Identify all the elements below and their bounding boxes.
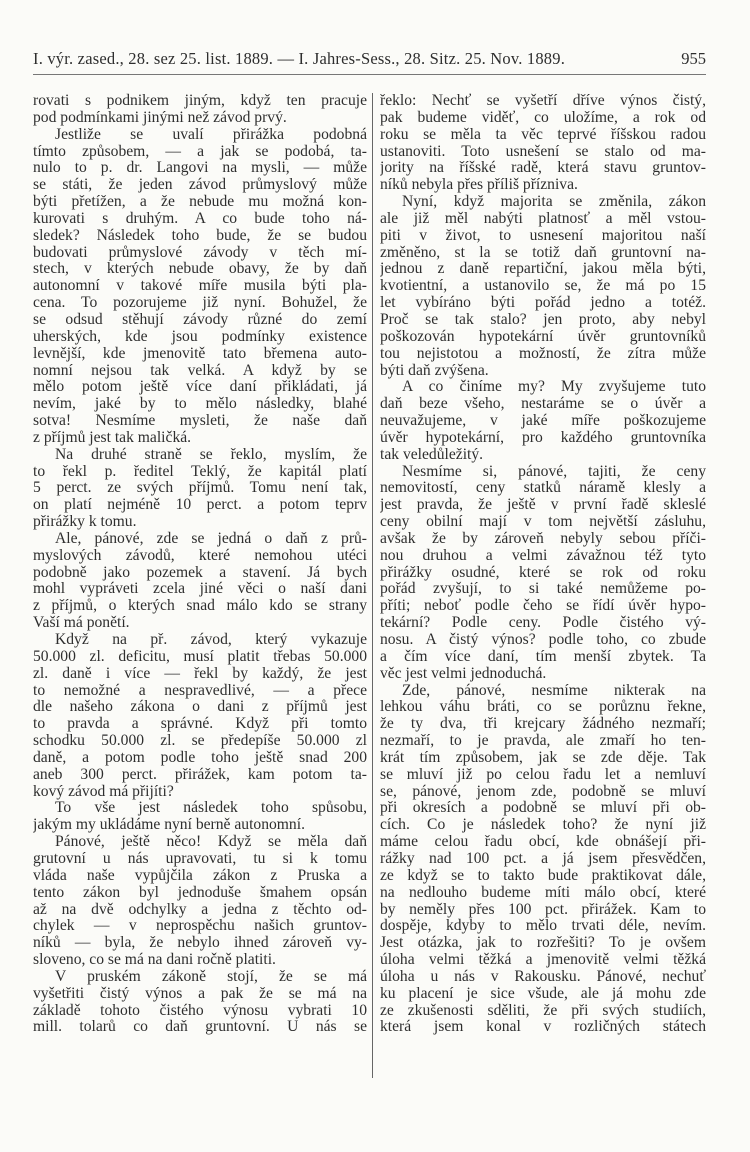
text-line: z příjmů, o kterých snad málo kdo se strany xyxy=(33,598,367,615)
text-line: avšak že by zároveň nebyly sebou příči- xyxy=(380,530,706,547)
text-line: nezmaří, to je pravda, ale zmaří ho ten- xyxy=(380,733,706,750)
text-line: níků — byla, že nebylo ihned zároveň vy- xyxy=(33,935,367,952)
text-line: nulo to p. dr. Langovi na mysli, — může xyxy=(33,160,367,177)
text-line: stech, v kterých nebude obavy, že by daň xyxy=(33,261,367,278)
text-line: přirážky osudné, které se rok od roku xyxy=(380,564,706,581)
text-line: roku se měla ta věc teprvé říšskou radou xyxy=(380,126,706,143)
text-line: lehkou váhu bráti, co se porůznu řekne, xyxy=(380,699,706,716)
text-line: Na druhé straně se řeklo, myslím, že xyxy=(55,446,367,463)
paragraph xyxy=(33,93,367,127)
text-line: ze zkušenosti sděliti, že při svých studiích, xyxy=(380,1002,706,1019)
paragraph xyxy=(380,464,706,683)
text-line: mohl vypráveti zcela jiné věci o naší dani xyxy=(33,581,367,598)
text-line: neuvažujeme, v jaké míře poškozujeme xyxy=(380,413,706,430)
text-line: ku placení je sice všude, ale já mohu zde xyxy=(380,985,706,1002)
text-line: Pánové, ještě něco! Když se měla daň xyxy=(55,834,367,851)
text-line: Jestliže se uvalí přirážka podobná xyxy=(55,126,367,143)
text-line: tak veledůležitý. xyxy=(380,446,484,463)
text-line: rážky nad 100 pct. a já jsem přesvědčen, xyxy=(380,850,706,867)
text-line: myslových závodů, které nemohou utéci xyxy=(33,547,367,564)
text-line: let vybíráno býti pořád jedno a totéž. xyxy=(380,295,706,312)
text-line: a čím více daní, tím menší zbytek. Ta xyxy=(380,648,706,665)
paragraph xyxy=(33,834,367,969)
text-line: Jest otázka, jak to rozřešiti? To je ovšem xyxy=(380,935,706,952)
text-line: to pravda a správné. Když při tomto xyxy=(33,716,367,733)
text-line: dle našeho zákona o dani z příjmů jest xyxy=(33,699,367,716)
text-line: zl. daně i více — řekl by každý, že jest xyxy=(33,665,367,682)
paragraph xyxy=(33,531,367,632)
text-line: rovati s podnikem jiným, když ten pracuje xyxy=(33,93,367,109)
text-line: nou druhou a velmi závažnou též tyto xyxy=(380,547,706,564)
page-header xyxy=(33,49,706,75)
text-line: až na dvě odchylky a jedna z těchto od- xyxy=(33,901,367,918)
text-line: by neměly přes 100 pct. přirážek. Kam to xyxy=(380,901,706,918)
text-line: základě tohoto čistého výnosu vybrati 10 xyxy=(33,1002,367,1019)
text-line: úvěr hypotekární, pro každého gruntovníka xyxy=(380,429,706,446)
text-line: tímto způsobem, — a jak se podobá, ta- xyxy=(33,143,367,160)
text-line: se státi, že jeden závod průmyslový může xyxy=(33,177,367,194)
text-line: daně, a potom podle toho ještě snad 200 xyxy=(33,749,367,766)
text-line: autonomní v takové míře musila býti pla- xyxy=(33,278,367,295)
text-line: ceny obilní mají v tom největší zásluhu, xyxy=(380,514,706,531)
text-line: vyšetřiti čistý výnos a pak že se má na xyxy=(33,985,367,1002)
text-line: nemovitostí, ceny statků náramě klesly a xyxy=(380,480,706,497)
text-line: pod podmínkami jinými než závod prvý. xyxy=(33,109,287,126)
text-line: To vše jest následek toho spůsobu, xyxy=(55,800,367,817)
text-line: V pruském zákoně stojí, že se má xyxy=(55,968,367,985)
paragraph xyxy=(380,194,706,379)
text-line: jority na říšské radě, která stavu gruntov- xyxy=(380,160,706,177)
text-line: poškozován hypotekární úvěr gruntovníků xyxy=(380,328,706,345)
text-line: se mluví již po celou řadu let a nemluví xyxy=(380,766,706,783)
text-line: kový závod má přijíti? xyxy=(33,783,174,800)
text-line: cích. Co je následek toho? že nyní již xyxy=(380,817,706,834)
text-line: jednou z daně repartiční, jakou měla býti, xyxy=(380,261,706,278)
text-line: pak budeme viděť, co uložíme, a rok od xyxy=(380,109,706,126)
column-divider xyxy=(372,93,373,1078)
text-line: změněno, st la se totiž daň gruntovní na- xyxy=(380,244,706,261)
text-line: Zde, pánové, nesmíme nikterak na xyxy=(402,682,706,699)
paragraph xyxy=(380,93,706,194)
text-line: příti; neboť podle čeho se řídí úvěr hypo- xyxy=(380,598,706,615)
text-line: věc jest velmi jednoduchá. xyxy=(380,665,547,682)
text-line: Když na př. závod, který vykazuje xyxy=(55,632,367,648)
text-line: kvotientní, a ustanovilo se, že má po 15 xyxy=(380,278,706,295)
text-line: cena. To pozorujeme již nyní. Bohužel, že xyxy=(33,295,367,312)
text-line: při okresích a podobně se mluví při ob- xyxy=(380,800,706,817)
text-line: schodku 50.000 zl. se předepíše 50.000 zl xyxy=(33,733,367,750)
text-line: tekární? Podle ceny. Podle čistého vý- xyxy=(380,615,706,632)
paragraph xyxy=(33,632,367,800)
paragraph xyxy=(33,800,367,834)
text-line: tento zákon byl jednoduše šmahem opsán xyxy=(33,884,367,901)
text-line: krát tím způsobem, jak se zde děje. Tak xyxy=(380,749,706,766)
left-column xyxy=(33,93,367,1036)
text-line: býti daň zvýšena. xyxy=(380,362,489,379)
text-line: grutovní u nás upravovati, tu si k tomu xyxy=(33,850,367,867)
text-line: sloveno, co se má na dani ročně platiti. xyxy=(33,952,276,969)
text-line: dospěje, kdyby to mělo trvati déle, nevím. xyxy=(380,918,706,935)
text-line: se odsud stěhují závody různé do zemí xyxy=(33,311,367,328)
text-line: uherských, kde jsou podmínky existence xyxy=(33,328,367,345)
text-line: níků nebyla přes příliš přízniva. xyxy=(380,177,578,194)
paragraph xyxy=(33,127,367,447)
text-line: sotva! Nesmíme mysleti, že naše daň xyxy=(33,413,367,430)
text-line: 50.000 zl. deficitu, musí platit třebas 50.000 xyxy=(33,648,367,665)
paragraph xyxy=(380,379,706,463)
text-line: ale již měl nabýti platnosť a měl vstou- xyxy=(380,210,706,227)
running-title: I. výr. zased., 28. sez 25. list. 1889. — I. Jahres-Sess., 28. Sitz. 25. Nov. 1889. xyxy=(33,49,566,68)
text-line: Proč se tak stalo? jen proto, aby nebyl xyxy=(380,311,706,328)
paragraph xyxy=(33,447,367,531)
text-line: řeklo: Nechť se vyšetří dříve výnos čistý, xyxy=(380,93,706,109)
text-line: to nemožné a nespravedlivé, — a přece xyxy=(33,682,367,699)
text-line: levnější, kde jmenovitě tato břemena auto- xyxy=(33,345,367,362)
text-line: to řekl p. ředitel Teklý, že kapitál platí xyxy=(33,463,367,480)
paragraph xyxy=(33,969,367,1036)
text-line: z příjmů jest tak maličká. xyxy=(33,429,192,446)
text-line: máme celou řadu obcí, kde obnášejí při- xyxy=(380,834,706,851)
text-line: která jsem konal v rozličných státech xyxy=(380,1019,706,1036)
text-line: jest pravda, že ještě v první řadě skleslé xyxy=(380,497,706,514)
text-line: chylek — v neprospěchu našich gruntov- xyxy=(33,918,367,935)
text-line: Nyní, když majorita se změnila, zákon xyxy=(402,194,706,211)
text-line: A co činíme my? My zvyšujeme tuto xyxy=(402,379,706,396)
text-line: na nedlouho budeme míti málo obcí, které xyxy=(380,884,706,901)
text-line: přirážky k tomu. xyxy=(33,514,137,531)
text-line: podobně jako pozemek a stavení. Já bych xyxy=(33,564,367,581)
text-line: ustanoviti. Toto usnešení se stalo od ma- xyxy=(380,143,706,160)
text-line: nosu. A čistý výnos? podle toho, co zbude xyxy=(380,632,706,648)
text-line: úloha u nás v Rakousku. Pánové, nechuť xyxy=(380,968,706,985)
text-line: mělo potom ještě více daní přikládati, já xyxy=(33,379,367,396)
text-line: aneb 300 perct. přirážek, kam potom ta- xyxy=(33,766,367,783)
text-line: 5 perct. ze svých příjmů. Tomu není tak, xyxy=(33,480,367,497)
text-line: úloha velmi těžká a jmenovitě velmi těžká xyxy=(380,952,706,969)
text-line: kurovati s druhým. A co bude toho ná- xyxy=(33,210,367,227)
paragraph xyxy=(380,683,706,1037)
text-line: Vaší má ponětí. xyxy=(33,615,130,632)
text-line: vláda naše vypůjčila zákon z Pruska a xyxy=(33,867,367,884)
text-line: on platí nejméně 10 perct. a potom teprv xyxy=(33,497,367,514)
text-line: ze když se to takto bude praktikovat dále, xyxy=(380,867,706,884)
text-line: sledek? Následek toho bude, že se budou xyxy=(33,227,367,244)
text-line: piti v život, to usnesení majoritou naší xyxy=(380,227,706,244)
text-line: že ty dva, tři krejcary žádného nezmaří; xyxy=(380,716,706,733)
text-line: býti přetížen, a že nebude mu možná kon- xyxy=(33,194,367,211)
text-line: pořád zvyšují, to si také nemůžeme po- xyxy=(380,581,706,598)
text-line: tou nejistotou a možností, že zítra může xyxy=(380,345,706,362)
text-line: Nesmíme si, pánové, tajiti, že ceny xyxy=(402,463,706,480)
text-line: budovati průmyslové závody v těch mí- xyxy=(33,244,367,261)
text-line: jakým my ukládáme nyní berně autonomní. xyxy=(33,817,305,834)
text-line: daň beze všeho, nestaráme se o úvěr a xyxy=(380,396,706,413)
text-line: se, pánové, jenom zde, podobně se mluví xyxy=(380,783,706,800)
right-column xyxy=(380,93,706,1036)
text-line: nevím, jaké by to mělo následky, blahé xyxy=(33,396,367,413)
page-number: 955 xyxy=(681,49,706,68)
text-line: nomní nejsou tak velká. A když by se xyxy=(33,362,367,379)
text-line: Ale, pánové, zde se jedná o daň z prů- xyxy=(55,530,367,547)
text-line: mill. tolarů co daň gruntovní. U nás se xyxy=(33,1019,367,1036)
